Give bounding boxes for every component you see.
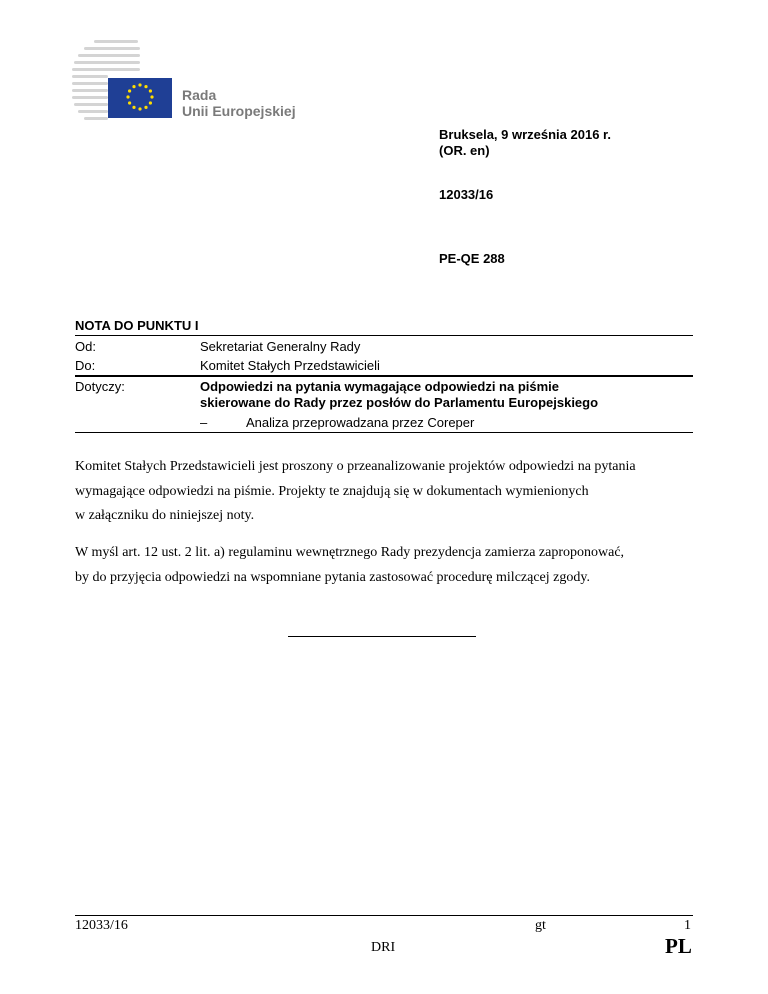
footer-initials: gt [535, 918, 546, 933]
paragraph-1-line-1: Komitet Stałych Przedstawicieli jest proszony o przeanalizowanie projektów odpowiedzi na pytania [75, 459, 636, 474]
council-name-line2: Unii Europejskiej [182, 103, 296, 119]
table-bottom-rule [75, 432, 693, 433]
subject-dash: – [200, 415, 208, 430]
paragraph-2-line-1: W myśl art. 12 ust. 2 lit. a) regulaminu wewnętrznego Rady prezydencja zamierza zaproponować, [75, 545, 625, 560]
paragraph-1-line-3: w załączniku do niniejszej noty. [75, 508, 255, 523]
document-number: 12033/16 [439, 187, 494, 202]
subject-line-1: Odpowiedzi na pytania wymagające odpowiedzi na piśmie [200, 379, 560, 394]
place-date: Bruksela, 9 września 2016 r. [439, 127, 611, 142]
council-name [182, 87, 296, 119]
subject-label: Dotyczy: [75, 379, 125, 394]
reference-number: PE-QE 288 [439, 251, 505, 266]
council-name-line1: Rada [182, 87, 217, 103]
from-label: Od: [75, 339, 96, 354]
footer-language: PL [665, 934, 692, 958]
end-separator [288, 636, 476, 637]
to-value: Komitet Stałych Przedstawicieli [200, 358, 380, 373]
from-value: Sekretariat Generalny Rady [200, 339, 361, 354]
paragraph-1-line-2: wymagające odpowiedzi na piśmie. Projekty te znajdują się w dokumentach wymienionych [75, 483, 589, 499]
footer-page-number: 1 [684, 918, 691, 933]
to-label: Do: [75, 358, 96, 373]
footer-doc-number: 12033/16 [75, 918, 128, 933]
table-top-rule [75, 335, 693, 336]
subject-line-2: skierowane do Rady przez posłów do Parlamentu Europejskiego [200, 395, 599, 410]
note-title: NOTA DO PUNKTU I [75, 318, 199, 333]
footer-department: DRI [371, 940, 396, 955]
subject-value [200, 379, 690, 411]
paragraph-1 [75, 455, 700, 529]
paragraph-2-line-2: by do przyjęcia odpowiedzi na wspomniane pytania zastosować procedurę milczącej zgody. [75, 569, 590, 585]
subject-subitem: Analiza przeprowadzana przez Coreper [246, 415, 475, 430]
original-language: (OR. en) [439, 143, 490, 158]
table-middle-rule [75, 375, 693, 377]
paragraph-2 [75, 541, 700, 590]
footer-rule [75, 915, 693, 916]
